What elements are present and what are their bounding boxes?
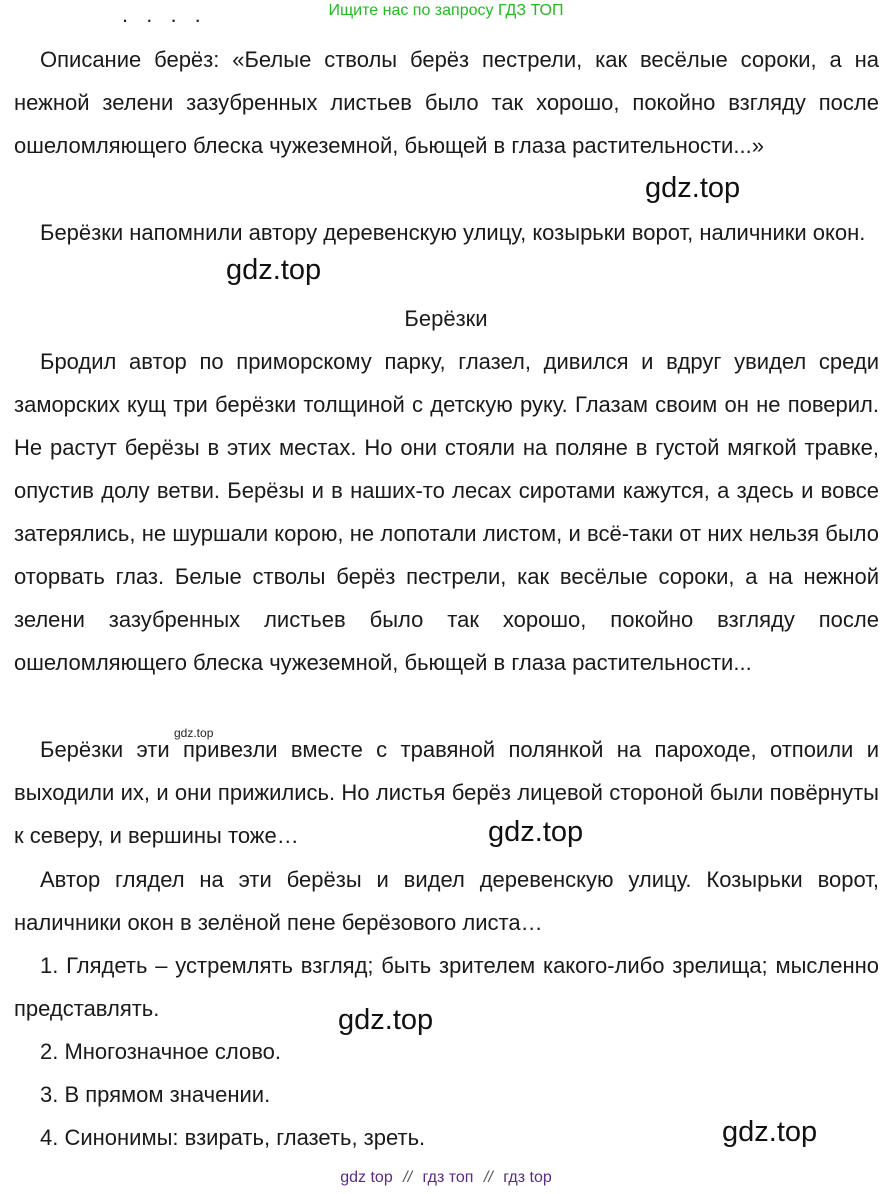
paragraph-text: Берёзки напомнили автору деревенскую улицу, козырьки ворот, наличники окон.: [40, 220, 866, 245]
list-item-meaning: [14, 944, 879, 1030]
list-item-polysemy: [14, 1030, 879, 1073]
list-item-text: 4. Синонимы: взирать, глазеть, зреть.: [40, 1125, 426, 1150]
list-item-text: 3. В прямом значении.: [40, 1082, 271, 1107]
footer-separator: //: [403, 1169, 413, 1186]
paragraph-text: Описание берёз: «Белые стволы берёз пестрели, как весёлые сороки, а на нежной зелени зазубренных листьев было так хорошо, покойно взгляду после ошеломляющего блеска чужеземной, бьющей в глаза растительности...»: [14, 47, 879, 158]
watermark: gdz.top: [645, 172, 741, 204]
paragraph-text: Берёзки эти привезли вместе с травяной полянкой на пароходе, отпоили и выходили их, и они прижились. Но листья берёз лицевой стороной были повёрнуты к северу, и вершины тоже…: [14, 737, 879, 848]
watermark-small: gdz.top: [174, 726, 214, 740]
story-title: Берёзки: [404, 306, 488, 331]
footer-separator: //: [483, 1169, 493, 1186]
list-item-text: 1. Глядеть – устремлять взгляд; быть зрителем какого-либо зрелища; мысленно представлять.: [14, 953, 879, 1021]
paragraph-story-ending: [14, 858, 879, 944]
top-banner-link[interactable]: Ищите нас по запросу ГДЗ ТОП: [328, 2, 564, 19]
list-item-text: 2. Многозначное слово.: [40, 1039, 281, 1064]
footer-links: [0, 1169, 892, 1187]
watermark: gdz.top: [488, 816, 584, 848]
paragraph-text: Автор глядел на эти берёзы и видел деревенскую улицу. Козырьки ворот, наличники окон в зелёной пене берёзового листа…: [14, 867, 879, 935]
paragraph-birch-description: [14, 38, 879, 167]
footer-link-gdz-top[interactable]: gdz top: [340, 1169, 393, 1186]
top-dots: . . . .: [122, 2, 207, 27]
watermark: gdz.top: [226, 254, 322, 286]
footer-link-gdz-top-mixed[interactable]: гдз top: [503, 1169, 552, 1186]
paragraph-story-transport: [14, 728, 879, 857]
list-item-direct-meaning: [14, 1073, 879, 1116]
footer-link-gdz-top-ru[interactable]: гдз топ: [422, 1169, 474, 1186]
watermark: gdz.top: [338, 1004, 434, 1036]
watermark: gdz.top: [722, 1116, 818, 1148]
paragraph-story-main: [14, 340, 879, 684]
paragraph-text: Бродил автор по приморскому парку, глазел, дивился и вдруг увидел среди заморских кущ три берёзки толщиной с детскую руку. Глазам своим он не поверил. Не растут берёзы в этих местах. Но они стояли на поляне в густой мягкой травке, опустив долу ветви. Берёзы и в наших-то лесах сиротами кажутся, а здесь и вовсе затерялись, не шуршали корою, не лопотали листом, и всё-таки от них нельзя было оторвать глаз. Белые стволы берёз пестрели, как весёлые сороки, а на нежной зелени зазубренных листьев было так хорошо, покойно взгляду после ошеломляющего блеска чужеземной, бьющей в глаза растительности...: [14, 349, 879, 675]
paragraph-birch-reminder: [14, 211, 879, 254]
